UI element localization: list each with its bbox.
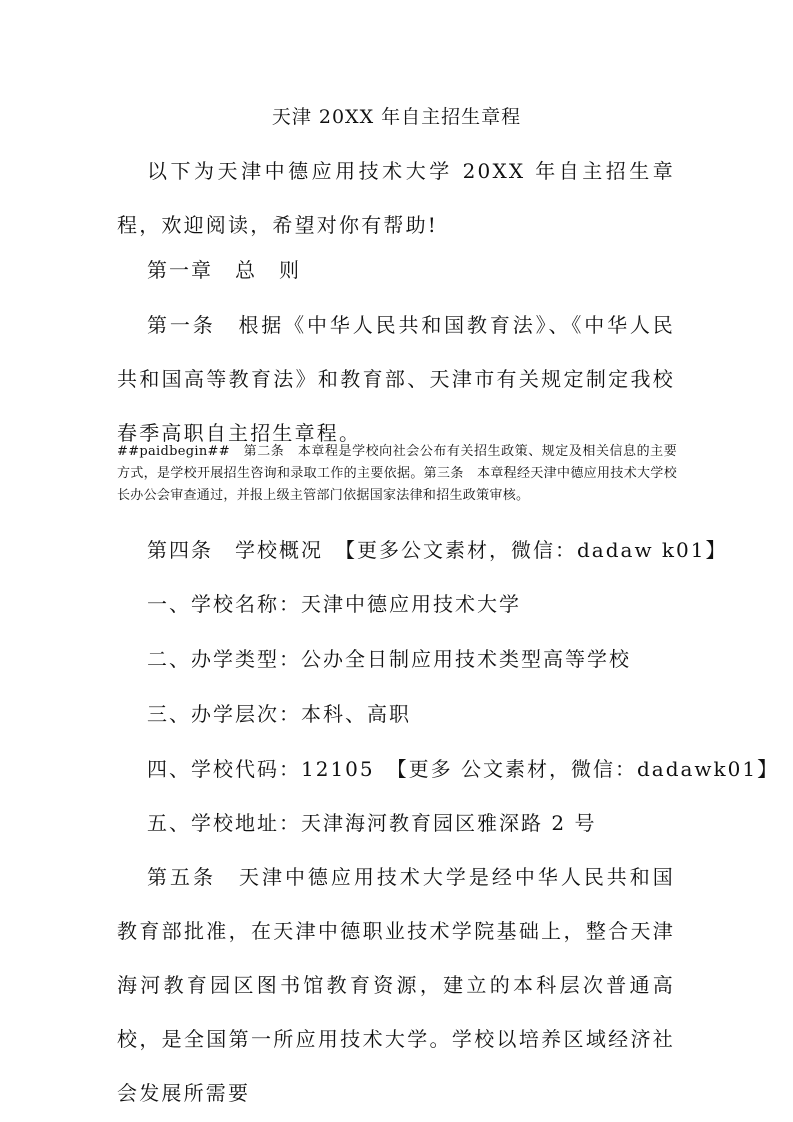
document-title: 天津 20XX 年自主招生章程 bbox=[271, 106, 522, 128]
article-one-paragraph: 第一条 根据《中华人民共和国教育法》、《中华人民共和国高等教育法》和教育部、天津市有关规定制定我校春季高职自主招生章程。 bbox=[117, 313, 675, 445]
school-type-item: 二、办学类型：公办全日制应用技术类型高等学校 bbox=[147, 647, 631, 671]
school-level-item: 三、办学层次：本科、高职 bbox=[147, 702, 411, 726]
articles-two-three-paragraph: ##paidbegin## 第二条 本章程是学校向社会公布有关招生政策、规定及相关信息的主要方式，是学校开展招生咨询和录取工作的主要依据。第三条 本章程经天津中德应用技术大学校长办公会审查通过，并报上级主管部门依据国家法律和招生政策审核。 bbox=[117, 444, 677, 503]
article-four-heading: 第四条 学校概况 【更多公文素材，微信：dadaw k01】 bbox=[147, 538, 728, 562]
school-address-item: 五、学校地址：天津海河教育园区雅深路 2 号 bbox=[147, 811, 597, 835]
school-code-item: 四、学校代码：12105 【更多 公文素材，微信：dadawk01】 bbox=[147, 757, 780, 781]
chapter-heading: 第一章 总 则 bbox=[147, 258, 301, 282]
article-five-paragraph: 第五条 天津中德应用技术大学是经中华人民共和国教育部批准，在天津中德职业技术学院基础上，整合天津海河教育园区图书馆教育资源，建立的本科层次普通高校，是全国第一所应用技术大学。学校以培养区域经济社会发展所需要 bbox=[117, 865, 675, 1105]
intro-paragraph: 以下为天津中德应用技术大学 20XX 年自主招生章程，欢迎阅读，希望对你有帮助! bbox=[117, 159, 675, 237]
school-name-item: 一、学校名称：天津中德应用技术大学 bbox=[147, 592, 521, 616]
